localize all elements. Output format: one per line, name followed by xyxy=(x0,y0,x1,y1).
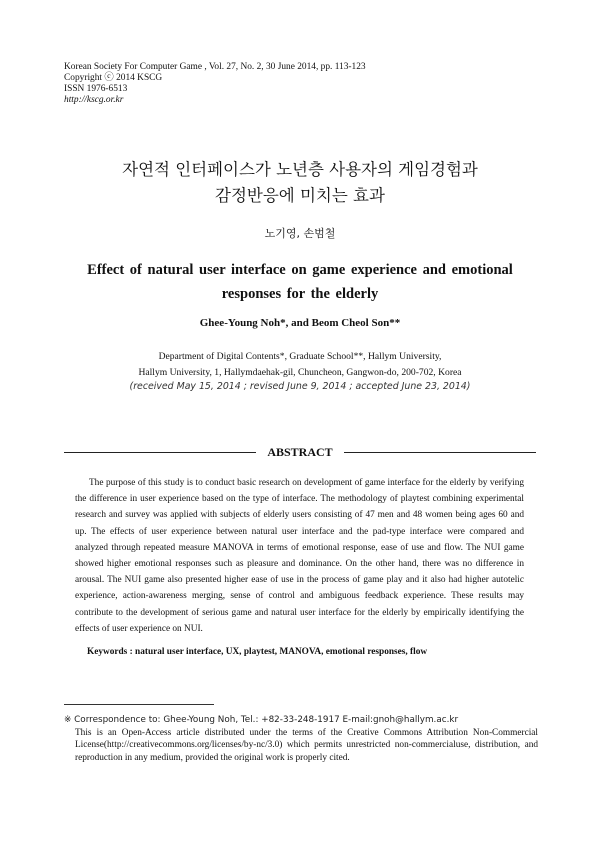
issn-line: ISSN 1976-6513 xyxy=(64,84,128,94)
affiliation-line-1: Department of Digital Contents*, Graduate School**, Hallym University, xyxy=(158,351,442,362)
english-authors: Ghee-Young Noh*, and Beom Cheol Son** xyxy=(199,317,401,329)
journal-url[interactable]: http://kscg.or.kr xyxy=(64,95,124,105)
affiliation xyxy=(0,349,600,381)
affiliation-line-2: Hallym University, 1, Hallymdaehak-gil, Chuncheon, Gangwon-do, 200-702, Korea xyxy=(138,367,462,378)
abstract-body: The purpose of this study is to conduct basic research on development of game interface for the elderly by verifying the difference in user experience based on the type of interface. The methodology of playtest combining experimental research and survey was applied with subjects of elderly users consisting of 47 men and 48 women being ages 60 and up. The effects of user experience between natural user interface and the pad-type interface were compared and analyzed through repeated measure MANOVA in terms of emotional response, ease of use and flow. The NUI game showed higher emotional responses such as pleasure and dominance. On the other hand, there was no difference in arousal. The NUI game also presented higher ease of use in the process of game play and it also had higher autotelic experience, action-awareness merging, sense of control and ambiguous feedback experience. These results may contribute to the development of serious game and natural user interface for the elderly by empirically identifying the effects of user experience on NUI. xyxy=(75,478,524,634)
journal-header xyxy=(64,62,366,106)
keywords: Keywords : natural user interface, UX, playtest, MANOVA, emotional responses, flow xyxy=(87,647,428,657)
korean-authors: 노기영, 손범철 xyxy=(264,227,336,240)
korean-title-line-2: 감정반응에 미치는 효과 xyxy=(215,186,385,205)
english-title: Effect of natural user interface on game experience and emotional responses for the elderly xyxy=(87,262,513,302)
footnote xyxy=(64,714,538,764)
abstract-heading: ABSTRACT xyxy=(267,445,333,459)
korean-title-line-1: 자연적 인터페이스가 노년층 사용자의 게임경험과 xyxy=(122,160,478,179)
copyright-line: Copyright ⓒ 2014 KSCG xyxy=(64,73,163,83)
abstract-rule-right xyxy=(344,452,536,453)
footnote-divider xyxy=(64,704,214,705)
received-dates: (received May 15, 2014 ; revised June 9, 2014 ; accepted June 23, 2014) xyxy=(129,381,471,392)
open-access-note: This is an Open-Access article distributed under the terms of the Creative Commons Attribution Non-Commercial License(http://creativecommons.org/licenses/by-nc/3.0) which permits unrestricted non-commercialuse, distribution, and reproduction in any medium, provided the original work is properly cited. xyxy=(75,727,538,763)
korean-title xyxy=(0,157,600,209)
journal-citation: Korean Society For Computer Game , Vol. 27, No. 2, 30 June 2014, pp. 113-123 xyxy=(64,62,366,72)
correspondence-note: ※ Correspondence to: Ghee-Young Noh, Tel.: +82-33-248-1917 E-mail:gnoh@hallym.ac.kr xyxy=(64,715,459,725)
